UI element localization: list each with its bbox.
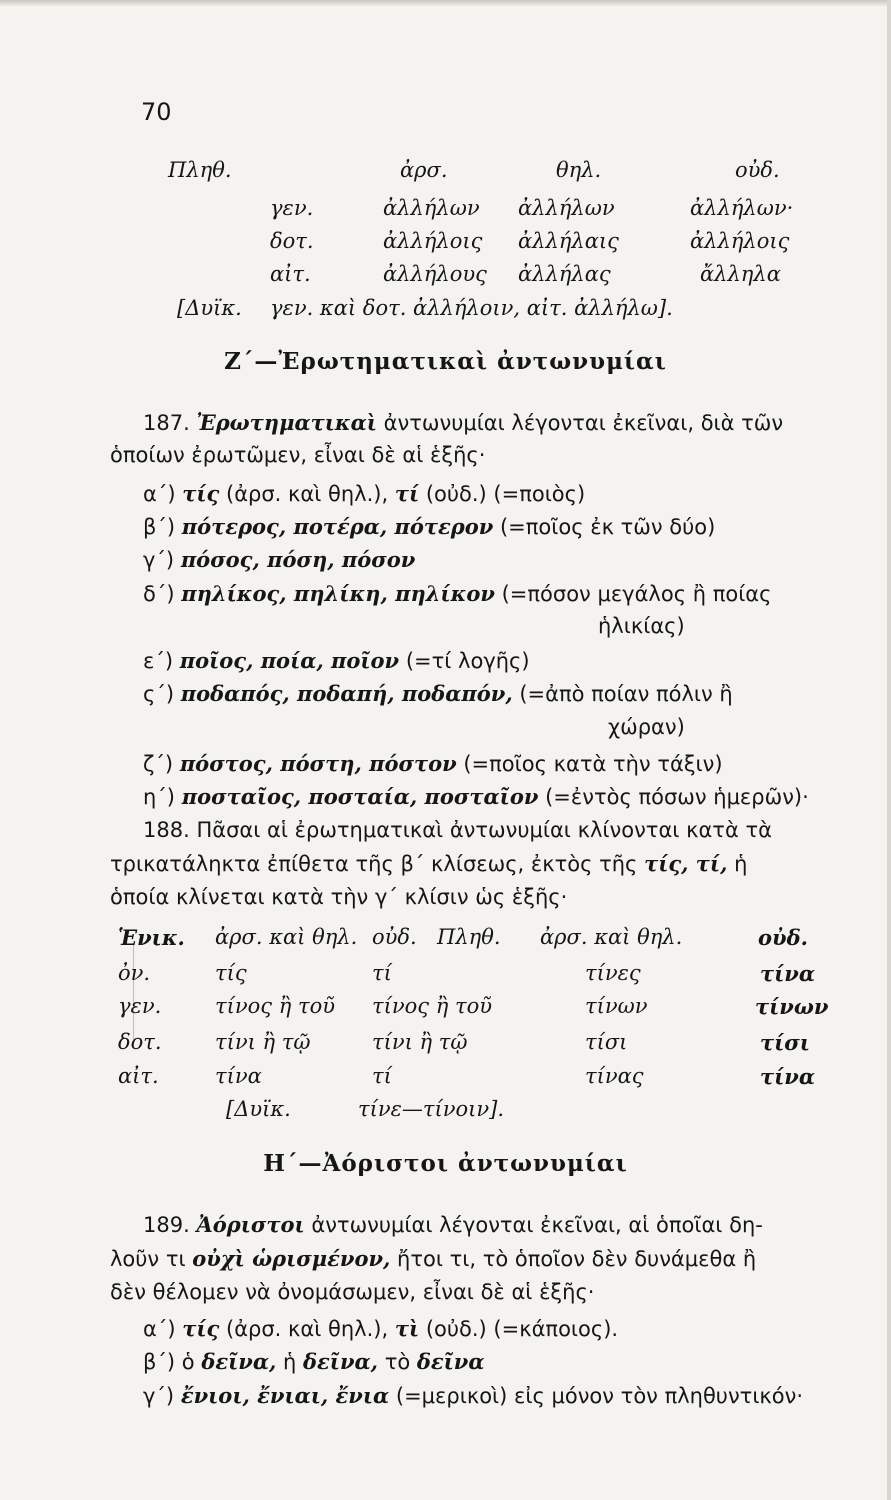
text: ἤτοι τι, τὸ ὁποῖον δὲν δυνάμεθα ἢ	[397, 1247, 757, 1271]
pronoun-forms: πηλίκος, πηλίκη, πηλίκον	[181, 581, 495, 606]
pronoun-forms: ἔνιοι, ἔνιαι, ἔνια	[180, 1383, 390, 1408]
text: (ἀρσ. καὶ θηλ.),	[226, 482, 389, 506]
case-label: ὀν.	[118, 961, 151, 985]
list-item	[143, 681, 733, 706]
table-cell: ἀλλήλων	[518, 196, 615, 220]
list-item	[143, 581, 771, 606]
pronoun-forms: τίς	[182, 1316, 220, 1341]
item-mark: β΄)	[143, 515, 176, 539]
pronoun-forms: τίς	[182, 481, 220, 506]
list-item	[143, 1383, 803, 1408]
table-cell: ἀλλήλους	[383, 262, 487, 286]
text: (=ποῖος ἐκ τῶν δύο)	[499, 515, 716, 539]
dual-forms: τίνε—τίνοιν].	[358, 1097, 505, 1121]
list-item-continuation: χώραν)	[608, 715, 685, 739]
item-mark: α΄)	[143, 482, 176, 506]
dual-label: [Δυϊκ.	[177, 296, 242, 320]
case-label: αἰτ.	[118, 1064, 159, 1088]
paragraph-number: 187.	[143, 411, 190, 435]
pronoun-forms: δεῖνα,	[303, 1349, 378, 1374]
table-cell: τίνας	[585, 1064, 644, 1088]
section-heading-interrogative: Ζ΄—Ἐρωτηματικαὶ ἀντωνυμίαι	[224, 348, 667, 375]
table-header: θηλ.	[556, 158, 602, 182]
table-cell: τί	[372, 961, 392, 985]
term: οὐχὶ ὡρισμένον,	[192, 1246, 391, 1271]
table-cell: ἀλλήλοις	[690, 229, 790, 253]
table-cell: τίνα	[760, 1064, 816, 1089]
item-mark: γ΄)	[143, 1384, 175, 1408]
pronoun-forms: πότερος, ποτέρα, πότερον	[181, 514, 494, 539]
list-item-continuation: ἡλικίας)	[598, 614, 685, 638]
list-item	[143, 514, 715, 539]
pronoun-forms: δεῖνα	[416, 1349, 485, 1374]
table-cell: τίνος ἢ τοῦ	[215, 994, 335, 1018]
table-header: ἀρσ. καὶ θηλ.	[540, 925, 683, 949]
pronoun-forms: τίς, τί,	[644, 851, 728, 876]
pronoun-forms: τί	[394, 481, 420, 506]
pronoun-forms: ποδαπός, ποδαπή, ποδαπόν,	[180, 681, 513, 706]
table-cell: ἄλληλα	[700, 262, 781, 286]
table-cell: τίνος ἢ τοῦ	[372, 994, 492, 1018]
paragraph-188-line-2	[110, 851, 747, 876]
article: ἡ	[283, 1350, 297, 1374]
list-item	[143, 547, 415, 572]
paragraph-189-line-1	[143, 1212, 763, 1237]
table-cell: τίνι ἢ τῷ	[372, 1030, 468, 1054]
term: Ἀόριστοι	[196, 1212, 305, 1237]
pronoun-forms: ποῖος, ποία, ποῖον	[179, 648, 400, 673]
paragraph-188-line-1	[143, 818, 772, 842]
table-cell: τίνες	[585, 961, 641, 985]
text: (=μερικοὶ) εἰς μόνον τὸν πληθυντικόν·	[395, 1384, 804, 1408]
list-item	[143, 751, 723, 776]
case-label: γεν.	[118, 994, 162, 1018]
paragraph-number: 189.	[143, 1213, 190, 1237]
table-cell: ἀλλήλοις	[383, 229, 483, 253]
item-mark: δ΄)	[143, 582, 175, 606]
text: ἀντωνυμίαι λέγονται ἐκεῖναι, αἱ ὁποῖαι δη-	[311, 1213, 763, 1237]
table-header: οὐδ.	[758, 925, 808, 950]
table-cell: τίνι ἢ τῷ	[215, 1030, 311, 1054]
dual-forms: γεν. καὶ δοτ. ἀλλήλοιν, αἰτ. ἀλλήλω].	[270, 296, 673, 320]
text: (οὐδ.) (=κάποιος).	[425, 1317, 619, 1341]
table-cell: τίς	[215, 961, 247, 985]
paragraph-189-line-2	[110, 1246, 756, 1271]
table-cell: τί	[372, 1064, 392, 1088]
table-header: οὐδ.	[735, 158, 780, 182]
paragraph-number: 188.	[143, 818, 190, 842]
text: (οὐδ.) (=ποιὸς)	[425, 482, 586, 506]
term: Ἐρωτηματικαὶ	[196, 410, 377, 435]
text: ἡ	[734, 852, 748, 876]
table-header: ἀρσ. καὶ θηλ.	[215, 925, 358, 949]
text: (=τί λογῆς)	[405, 649, 530, 673]
item-mark: ς΄)	[143, 682, 175, 706]
item-mark: ε΄)	[143, 649, 174, 673]
table-cell: ἀλλήλας	[518, 262, 611, 286]
text: τρικατάληκτα ἐπίθετα τῆς β΄ κλίσεως, ἐκτὸς τῆς	[110, 852, 638, 876]
item-mark: γ΄)	[143, 548, 175, 572]
item-mark: α΄)	[143, 1317, 176, 1341]
section-heading-indefinite: Η΄—Ἀόριστοι ἀντωνυμίαι	[263, 1150, 628, 1177]
table-cell: τίσι	[585, 1030, 628, 1054]
pronoun-forms: τὶ	[394, 1316, 420, 1341]
list-item	[143, 648, 530, 673]
item-mark: η΄)	[143, 785, 176, 809]
table-cell: ἀλλήλαις	[518, 229, 619, 253]
paragraph-187-line-2: ὁποίων ἐρωτῶμεν, εἶναι δὲ αἱ ἑξῆς·	[110, 443, 486, 467]
table-cell: ἀλλήλων	[383, 196, 480, 220]
item-mark: ζ΄)	[143, 752, 174, 776]
text: (ἀρσ. καὶ θηλ.),	[226, 1317, 389, 1341]
table-cell: τίνα	[760, 961, 816, 986]
margin-rule	[133, 945, 134, 1040]
text: ἀντωνυμίαι λέγονται ἐκεῖναι, διὰ τῶν	[383, 411, 784, 435]
table-header: Πληθ.	[168, 158, 232, 182]
article: ὁ	[181, 1350, 195, 1374]
table-cell: τίσι	[760, 1030, 810, 1055]
page-right-edge	[887, 0, 891, 1500]
paragraph-187-line-1	[143, 410, 783, 435]
page-number: 70	[141, 98, 172, 126]
table-cell: τίνα	[215, 1064, 262, 1088]
list-item	[143, 481, 585, 506]
case-label: δοτ.	[118, 1030, 162, 1054]
table-header: Πληθ.	[437, 925, 501, 949]
table-cell: τίνων	[585, 994, 648, 1018]
page-top-edge	[0, 0, 891, 6]
list-item	[143, 784, 809, 809]
table-cell: αἰτ.	[270, 262, 311, 286]
table-cell: τίνων	[755, 994, 829, 1019]
text: Πᾶσαι αἱ ἐρωτηματικαὶ ἀντωνυμίαι κλίνονται κατὰ τὰ	[196, 818, 772, 842]
table-cell: δοτ.	[270, 229, 314, 253]
pronoun-forms: πόστος, πόστη, πόστον	[179, 751, 457, 776]
table-header: Ἑνικ.	[118, 925, 185, 950]
table-header: οὐδ.	[372, 925, 417, 949]
list-item	[143, 1316, 618, 1341]
paragraph-189-line-3: δὲν θέλομεν νὰ ὀνομάσωμεν, εἶναι δὲ αἱ ἑξῆς·	[110, 1280, 595, 1304]
text: (=ἐντὸς πόσων ἡμερῶν)·	[545, 785, 809, 809]
pronoun-forms: δεῖνα,	[201, 1349, 277, 1374]
dual-label: [Δυϊκ.	[226, 1097, 291, 1121]
item-mark: β΄)	[143, 1350, 176, 1374]
text: (=ἀπὸ ποίαν πόλιν ἢ	[519, 682, 733, 706]
article: τὸ	[384, 1350, 411, 1374]
table-cell: γεν.	[270, 196, 314, 220]
text: (=πόσον μεγάλος ἢ ποίας	[501, 582, 772, 606]
pronoun-forms: ποσταῖος, ποσταία, ποσταῖον	[181, 784, 539, 809]
table-cell: ἀλλήλων·	[690, 196, 794, 220]
text: λοῦν τι	[110, 1247, 186, 1271]
paragraph-188-line-3: ὁποία κλίνεται κατὰ τὴν γ΄ κλίσιν ὡς ἑξῆς·	[110, 885, 568, 909]
pronoun-forms: πόσος, πόση, πόσον	[180, 547, 416, 572]
text: (=ποῖος κατὰ τὴν τάξιν)	[463, 752, 723, 776]
table-header: ἀρσ.	[400, 158, 448, 182]
list-item	[143, 1349, 485, 1374]
